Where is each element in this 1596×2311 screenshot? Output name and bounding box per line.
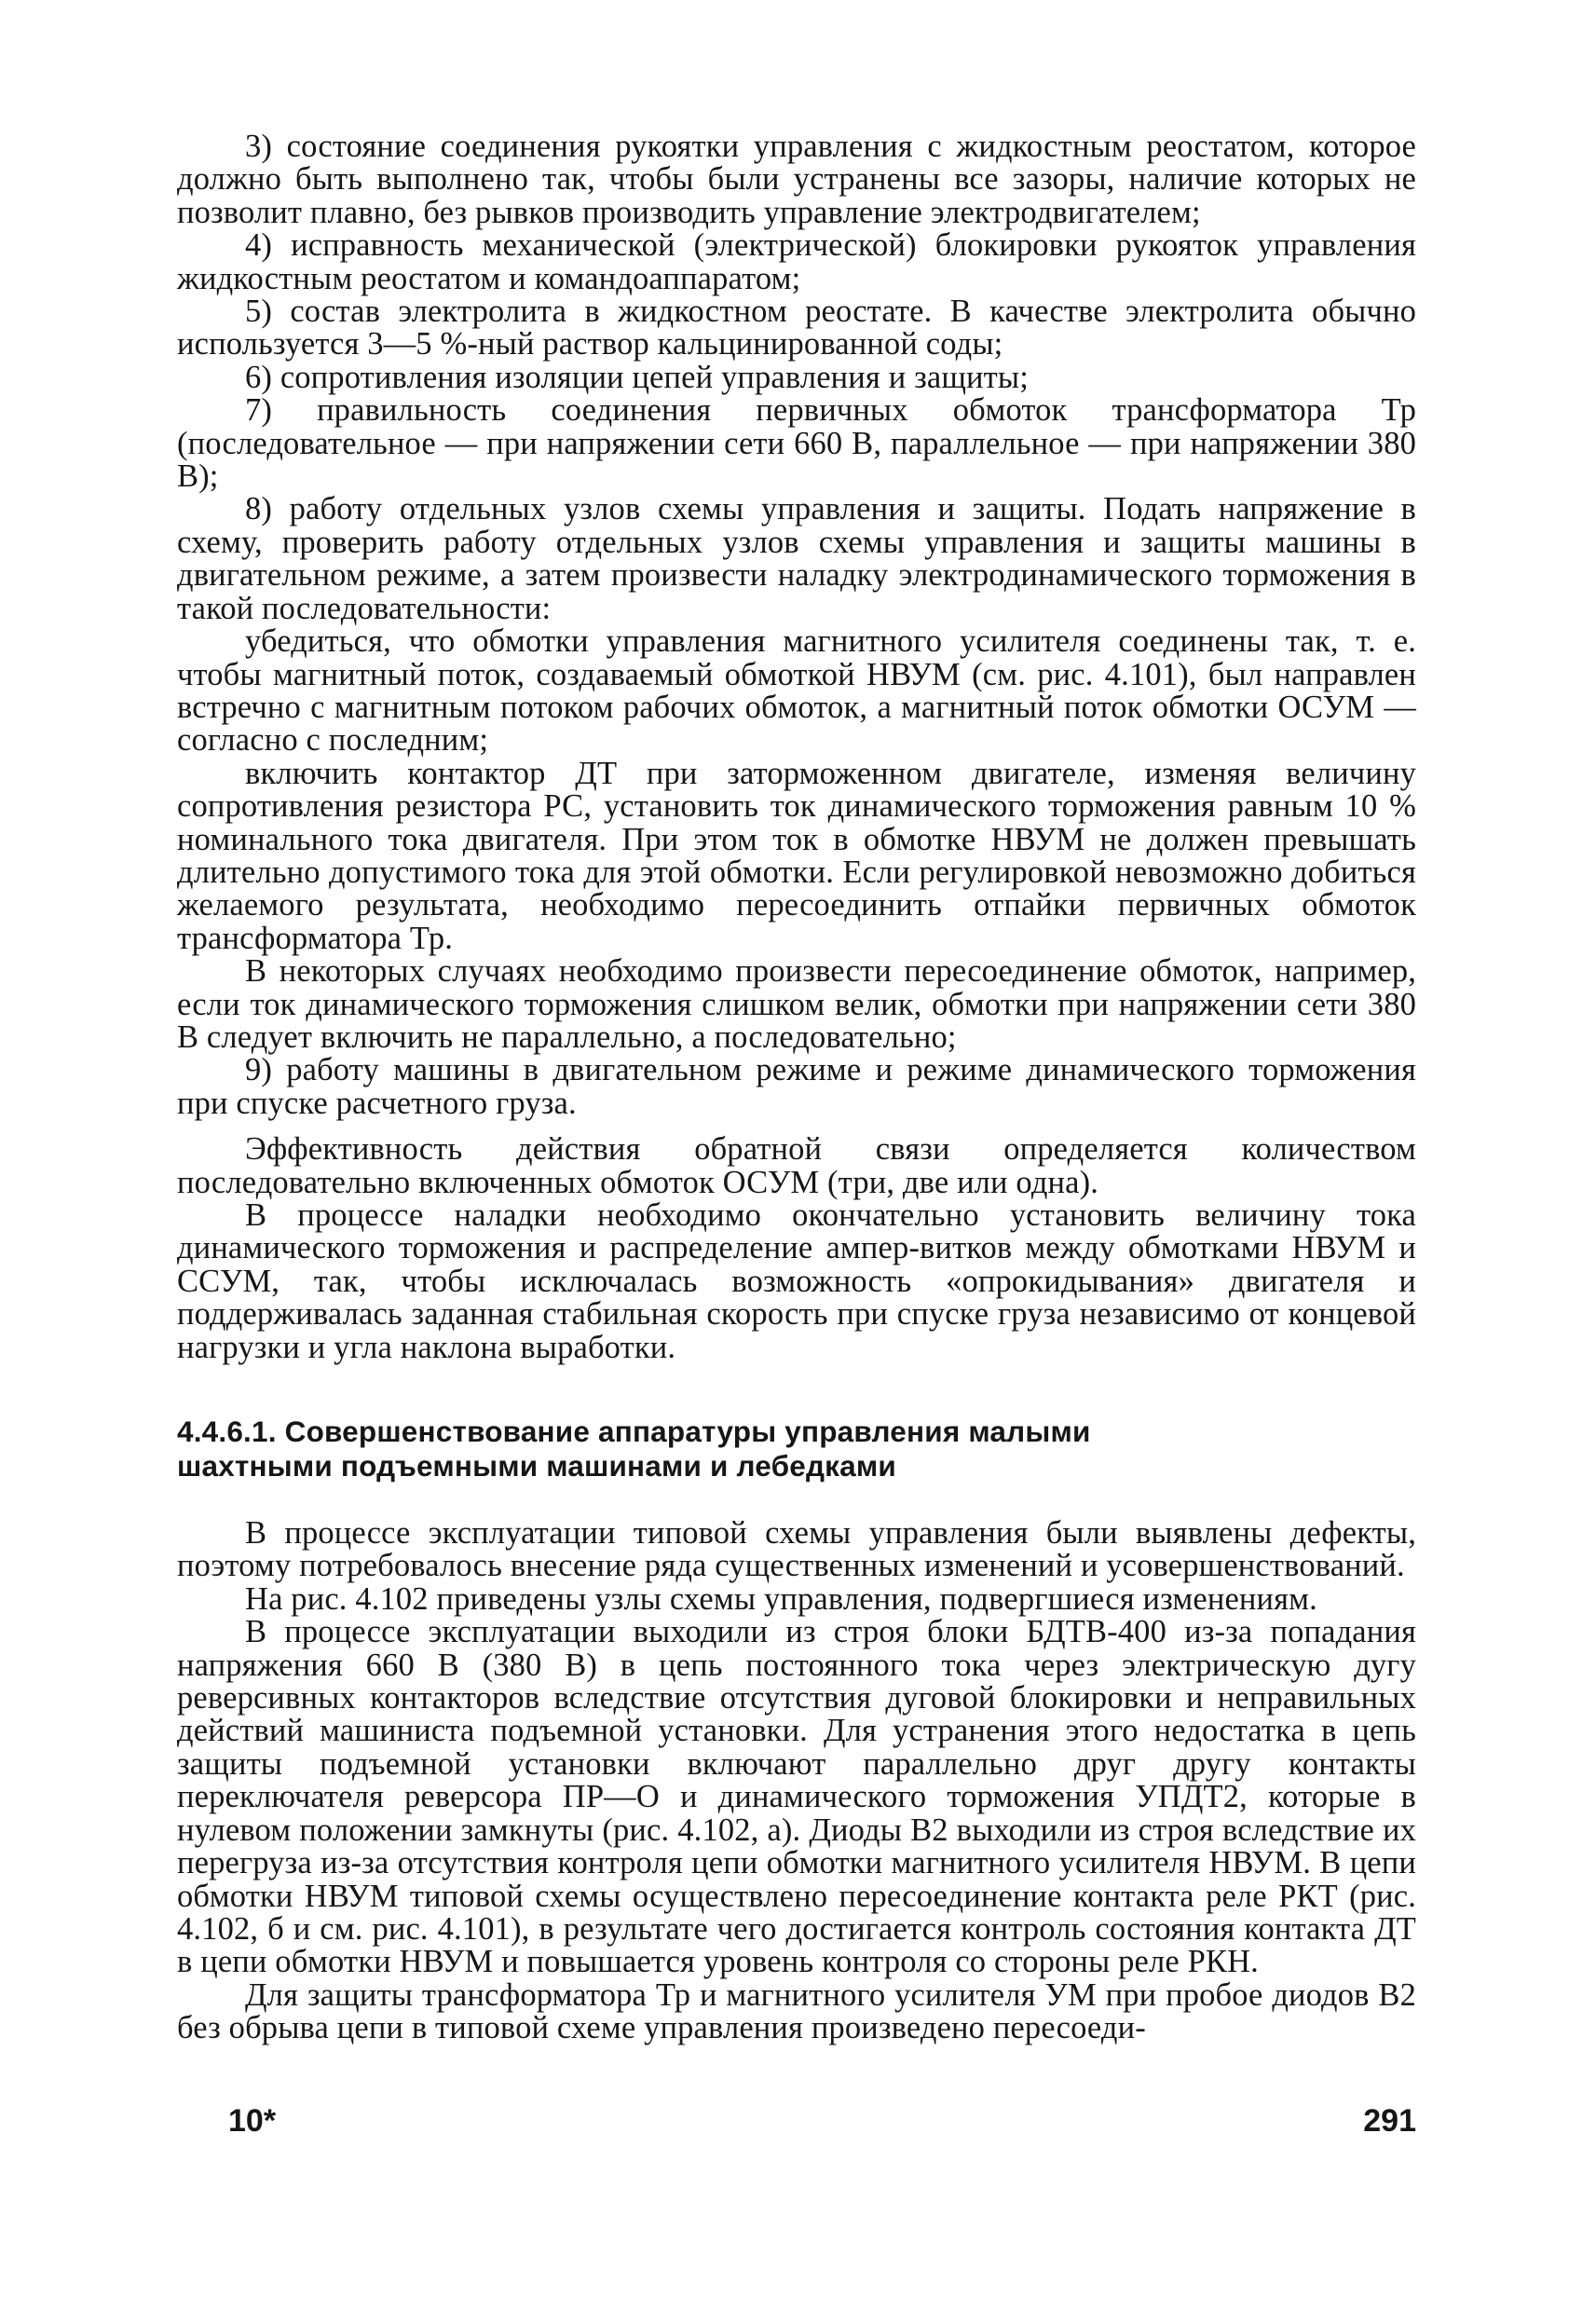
signature-mark: 10* (228, 2103, 277, 2139)
list-item-3: 3) состояние соединения рукоятки управления с жидкостным реостатом, которое должно быть выполнено так, чтобы были устранены все зазоры, наличие которых не позволит плавно, без рывков производить управление электродвигателем; (177, 129, 1416, 230)
paragraph-transformer-protection: Для защиты трансформатора Тр и магнитного усилителя УМ при пробое диодов В2 без обрыва цепи в типовой схеме управления произведено пересоеди- (177, 1976, 1416, 2046)
list-item-4: 4) исправность механической (электрической) блокировки рукояток управления жидкостным реостатом и командоаппаратом; (177, 227, 1416, 296)
list-item-6: 6) сопротивления изоляции цепей управления и защиты; (245, 359, 1029, 395)
sub-step-reconnection: В некоторых случаях необходимо произвести пересоединение обмоток, например, если ток динамического торможения слишком велик, обмотки при напряжении сети 380 В следует включить не параллельно, а последовательно; (177, 953, 1416, 1055)
list-item-8: 8) работу отдельных узлов схемы управления и защиты. Подать напряжение в схему, проверить работу отдельных узлов схемы управления и защиты машины в двигательном режиме, а затем произвести наладку электродинамического торможения в такой последовательности: (177, 491, 1416, 626)
section-heading (177, 1415, 1416, 1484)
paragraph-figure-ref: На рис. 4.102 приведены узлы схемы управления, подвергшиеся изменениям. (245, 1580, 1317, 1617)
paragraph-feedback-efficiency: Эффективность действия обратной связи определяется количеством последовательно включенных обмоток ОСУМ (три, две или одна). (177, 1131, 1416, 1200)
paragraph-defects: В процессе эксплуатации типовой схемы управления были выявлены дефекты, поэтому потребовалось внесение ряда существенных изменений и усовершенствований. (177, 1515, 1416, 1584)
page-footer (228, 2103, 1416, 2150)
page-number: 291 (1363, 2103, 1416, 2139)
paragraph-bdtv-failures: В процессе эксплуатации выходили из строя блоки БДТВ-400 из-за попадания напряжения 660 В (380 В) в цепь постоянного тока через электрическую дугу реверсивных контакторов вследствие отсутствия дуговой блокировки и неправильных действий машиниста подъемной установки. Для устранения этого недостатка в цепь защиты подъемной установки включают параллельно друг другу контакты переключателя реверсора ПР—О и динамического торможения УПДТ2, которые в нулевом положении замкнуты (рис. 4.102, а). Диоды В2 выходили из строя вследствие их перегруза из-за отсутствия контроля цепи обмотки магнитного усилителя НВУМ. В цепи обмотки НВУМ типовой схемы осуществлено пересоединение контакта реле РКТ (рис. 4.102, б и см. рис. 4.101), в результате чего достигается контроль состояния контакта ДТ в цепи обмотки НВУМ и повышается уровень контроля со стороны реле РКН. (177, 1614, 1416, 1980)
section-heading-line-2: шахтными подъемными машинами и лебедками (177, 1449, 896, 1484)
page-body (177, 130, 1416, 2045)
list-item-7: 7) правильность соединения первичных обмоток трансформатора Тр (последовательное — при напряжении сети 660 В, параллельное — при напряжении 380 В); (177, 392, 1416, 495)
list-item-5: 5) состав электролита в жидкостном реостате. В качестве электролита обычно используется 3—5 %-ный раствор кальцинированной соды; (177, 294, 1416, 362)
sub-step-contactor: включить контактор ДТ при заторможенном двигателе, изменяя величину сопротивления резистора РС, установить ток динамического торможения равным 10 % номинального тока двигателя. При этом ток в обмотке НВУМ не должен превышать длительно допустимого тока для этой обмотки. Если регулировкой невозможно добиться желаемого результата, необходимо пересоединить отпайки первичных обмоток трансформатора Тр. (177, 755, 1416, 956)
sub-step-check-windings: убедиться, что обмотки управления магнитного усилителя соединены так, т. е. чтобы магнитный поток, создаваемый обмоткой НВУМ (см. рис. 4.101), был направлен встречно с магнитным потоком рабочих обмоток, а магнитный поток обмотки ОСУМ — согласно с последним; (177, 623, 1416, 759)
section-heading-line-1: 4.4.6.1. Совершенствование аппаратуры управления малыми (177, 1415, 1091, 1449)
paragraph-adjustment: В процессе наладки необходимо окончательно установить величину тока динамического торможения и распределение ампер-витков между обмотками НВУМ и ССУМ, так, чтобы исключалась возможность «опрокидывания» двигателя и поддерживалась заданная стабильная скорость при спуске груза независимо от концевой нагрузки и угла наклона выработки. (177, 1197, 1416, 1365)
list-item-9: 9) работу машины в двигательном режиме и режиме динамического торможения при спуске расчетного груза. (177, 1052, 1416, 1121)
